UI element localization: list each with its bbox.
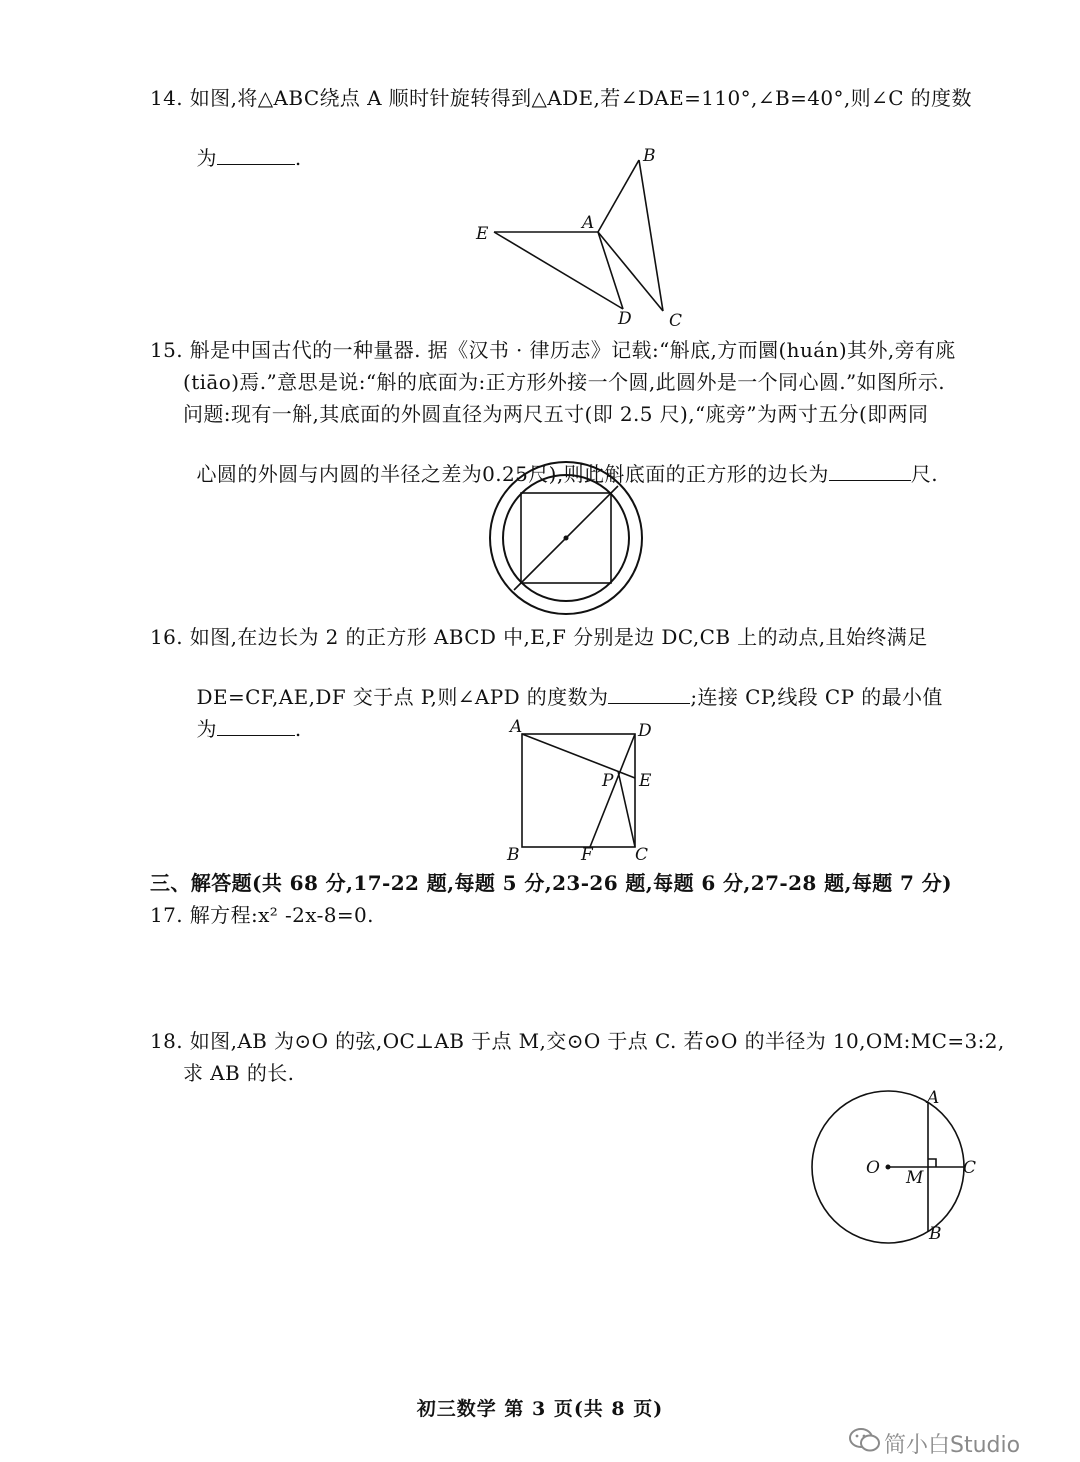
q14-line2 xyxy=(183,116,302,172)
q16-line1: 16. 如图,在边长为 2 的正方形 ABCD 中,E,F 分别是边 DC,CB 上的动点,且始终满足 xyxy=(150,625,928,649)
q16-label-a: A xyxy=(510,717,523,737)
q17-text: 17. 解方程:x² -2x-8=0. xyxy=(150,903,374,927)
q16-label-d: D xyxy=(638,721,652,741)
q16-square xyxy=(522,734,635,847)
q15-line4-suffix: 尺. xyxy=(910,462,938,486)
q18-right-angle-mark xyxy=(928,1159,936,1167)
q14-answer-blank[interactable] xyxy=(217,144,295,165)
q14-line2-suffix: . xyxy=(294,146,302,170)
q15-line1: 15. 斛是中国古代的一种量器. 据《汉书 · 律历志》记载:“斛底,方而圜(huán)其外,旁有庣 xyxy=(150,338,956,362)
q15-center-point xyxy=(564,536,569,541)
q16-answer-blank-1[interactable] xyxy=(608,683,690,704)
q15-line2: (tiāo)焉.”意思是说:“斛的底面为:正方形外接一个圆,此圆外是一个同心圆.”如图所示. xyxy=(183,370,945,394)
q18-label-m: M xyxy=(906,1168,924,1188)
q18-center-point xyxy=(886,1165,891,1170)
q16-label-e: E xyxy=(639,771,652,791)
q18-line1: 18. 如图,AB 为⊙O 的弦,OC⊥AB 于点 M,交⊙O 于点 C. 若⊙O 的半径为 10,OM:MC=3:2, xyxy=(150,1029,1005,1053)
q16-line3-prefix: 为 xyxy=(196,717,217,741)
q14-label-d: D xyxy=(618,309,632,329)
q14-segment-ab xyxy=(598,160,639,232)
q14-line1: 14. 如图,将△ABC绕点 A 顺时针旋转得到△ADE,若∠DAE=110°,∠B=40°,则∠C 的度数 xyxy=(150,86,972,110)
section3-heading: 三、解答题(共 68 分,17-22 题,每题 5 分,23-26 题,每题 6 分,27-28 题,每题 7 分) xyxy=(150,871,952,895)
q16-segment-cp xyxy=(618,771,635,847)
q16-label-f: F xyxy=(581,845,593,865)
q18-figure xyxy=(800,1082,990,1252)
q14-segment-bc xyxy=(639,160,663,311)
q16-answer-blank-2[interactable] xyxy=(217,715,295,736)
q14-line2-prefix: 为 xyxy=(196,146,217,170)
q16-label-c: C xyxy=(635,845,649,865)
q16-figure xyxy=(500,716,670,866)
q16-line2-prefix: DE=CF,AE,DF 交于点 P,则∠APD 的度数为 xyxy=(196,685,609,709)
q14-label-e: E xyxy=(476,224,489,244)
watermark-text: 简小白Studio xyxy=(884,1433,1021,1458)
q15-line4-prefix: 心圆的外圆与内圆的半径之差为0.25尺),则此斛底面的正方形的边长为 xyxy=(196,462,829,486)
q15-figure xyxy=(486,462,646,622)
q18-label-c: C xyxy=(963,1158,977,1178)
q18-label-b: B xyxy=(929,1224,942,1244)
q14-segment-ad xyxy=(598,232,623,309)
q14-segment-ed xyxy=(494,232,623,309)
q14-label-b: B xyxy=(643,146,656,166)
q16-label-p: P xyxy=(602,771,614,791)
wechat-icon xyxy=(848,1426,882,1454)
q16-line3-suffix: . xyxy=(294,717,302,741)
q15-answer-blank[interactable] xyxy=(829,460,911,481)
page-footer: 初三数学 第 3 页(共 8 页) xyxy=(416,1398,664,1420)
q18-label-o: O xyxy=(866,1158,880,1178)
q16-line3 xyxy=(183,687,302,743)
q14-figure xyxy=(470,145,700,335)
q15-line3: 问题:现有一斛,其底面的外圆直径为两尺五寸(即 2.5 尺),“庣旁”为两寸五分(即两同 xyxy=(183,402,929,426)
q14-label-c: C xyxy=(669,311,683,331)
q18-label-a: A xyxy=(927,1088,940,1108)
q16-label-b: B xyxy=(507,845,520,865)
q16-line2-suffix: ;连接 CP,线段 CP 的最小值 xyxy=(690,685,943,709)
q14-label-a: A xyxy=(582,213,595,233)
q18-line2: 求 AB 的长. xyxy=(183,1061,295,1085)
